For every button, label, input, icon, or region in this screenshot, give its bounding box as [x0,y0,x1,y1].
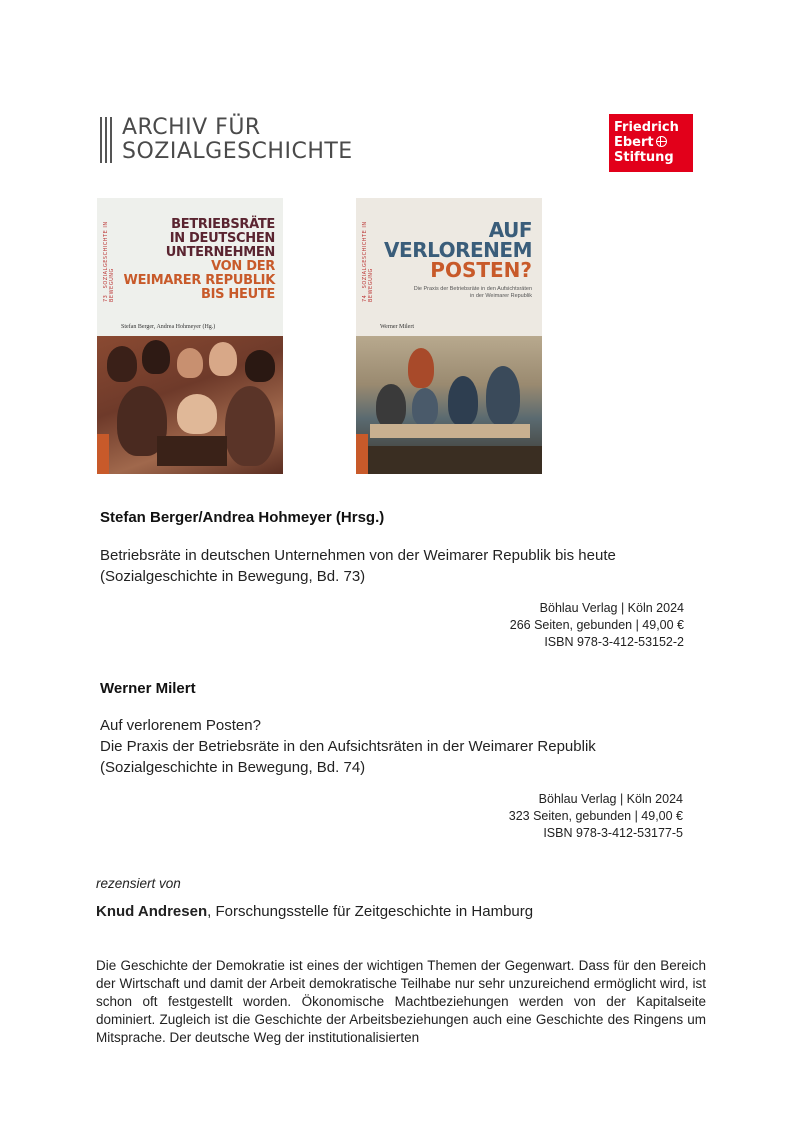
book1-title: Betriebsräte in deutschen Unternehmen von der Weimarer Republik bis heute (Sozialgeschichte in Bewegung, Bd. 73) [100,547,616,585]
cover-number: 73 [103,294,109,302]
book2-author: Werner Milert [100,680,196,697]
cover-title-bottom: VON DER WEIMARER REPUBLIK BIS HEUTE [123,259,275,302]
book1-publisher: Böhlau Verlag | Köln 2024 [539,601,684,615]
cover-title-top: AUF VERLORENEM [384,218,532,262]
book2-isbn: ISBN 978-3-412-53177-5 [543,826,683,840]
book-cover-1 [97,198,283,474]
cover-number: 74 [362,294,368,302]
reviewer [96,903,533,920]
book1-author: Stefan Berger/Andrea Hohmeyer (Hrsg.) [100,509,385,526]
cover-series: SOZIALGESCHICHTE IN BEWEGUNG [103,221,115,302]
fes-line-3: Stiftung [614,150,674,165]
friedrich-ebert-stiftung-logo [609,114,693,172]
logo-line-1: ARCHIV FÜR [122,115,261,140]
publisher-badge-icon [356,434,368,474]
publisher-badge-icon [97,434,109,474]
globe-icon [656,136,667,147]
book1-isbn: ISBN 978-3-412-53152-2 [544,635,684,649]
book2-pages-price: 323 Seiten, gebunden | 49,00 € [508,809,683,823]
fes-line-1: Friedrich [614,120,679,135]
book2-publication-details [509,791,683,842]
review-body-paragraph: Die Geschichte der Demokratie ist eines der wichtigen Themen der Gegenwart. Dass für den Bereich der Wirtschaft und damit der Arbeit demokratische Teilhabe nur sehr unzureichend ermöglicht wird, ist schon oft festgestellt worden. Ökonomische Machtbeziehungen werden von der Kapitalseite dominiert. Zugleich ist die Geschichte der Arbeitsbeziehungen auch eine Geschichte des Ringens um Mitsprache. Der deutsche Weg der institutionalisierten [96,958,706,1045]
cover-painting-meeting-scene [356,336,542,474]
book-cover-2 [356,198,542,474]
cover-title-top: BETRIEBSRÄTE IN DEUTSCHEN UNTERNEHMEN [165,217,275,260]
logo-bars-icon [100,117,114,163]
book2-title: Auf verlorenem Posten? Die Praxis der Betriebsräte in den Aufsichtsräten in der Weimarer Republik (Sozialgeschichte in Bewegung, Bd. 74) [100,717,596,776]
reviewer-name: Knud Andresen [96,903,208,920]
reviewer-affiliation: , Forschungsstelle für Zeitgeschichte in Hamburg [207,903,534,920]
cover-photo-voting-scene [97,336,283,474]
fes-line-2: Ebert [614,135,654,150]
cover-title-bottom: POSTEN? [430,258,532,282]
book1-pages-price: 266 Seiten, gebunden | 49,00 € [509,618,684,632]
logo-line-2: SOZIALGESCHICHTE [122,139,353,164]
reviewed-by-label: rezensiert von [96,876,181,891]
cover-series: SOZIALGESCHICHTE IN BEWEGUNG [362,221,374,302]
cover-editors: Stefan Berger, Andrea Hohmeyer (Hg.) [121,324,216,330]
book1-publication-details [510,600,684,651]
cover-subtitle: Die Praxis der Betriebsräte in den Aufsichtsräten in der Weimarer Republik [413,286,532,299]
book2-publisher: Böhlau Verlag | Köln 2024 [538,792,683,806]
cover-author: Werner Milert [380,324,415,330]
archiv-fuer-sozialgeschichte-logo [100,116,360,168]
